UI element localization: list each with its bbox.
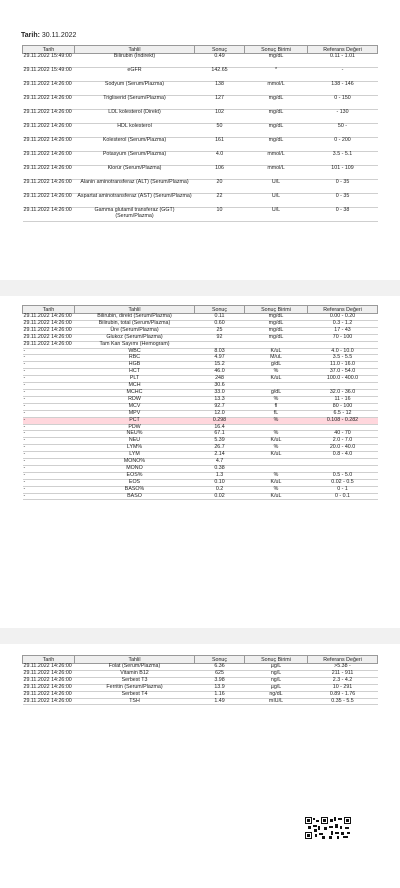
cell-unit: fl	[245, 403, 308, 410]
cell-date: 29.11.2022 14:26:00	[23, 670, 75, 677]
table-row	[23, 138, 378, 152]
cell-ref: 0.3 - 1.2	[308, 320, 378, 327]
cell-ref: 32.0 - 36.0	[308, 389, 378, 396]
col-unit: Sonuç Birimi	[245, 306, 308, 314]
table-row	[23, 403, 378, 410]
table-row	[23, 124, 378, 138]
table-row	[23, 452, 378, 459]
cell-result: 3.98	[195, 677, 245, 684]
cell-result: 0.60	[195, 320, 245, 327]
cell-test: Serbest T4	[75, 691, 195, 698]
cell-test: Kolesterol (Serum/Plazma)	[75, 138, 195, 152]
cell-result: 106	[195, 166, 245, 180]
cell-date: -	[23, 459, 75, 466]
cell-result: 16.4	[195, 424, 245, 431]
cell-result: 92.7	[195, 403, 245, 410]
cell-unit: mg/dL	[245, 334, 308, 341]
col-ref: Referans Değeri	[308, 46, 378, 54]
report-date-label: Tarih:	[21, 32, 40, 39]
table-header	[23, 306, 378, 314]
table-row	[23, 54, 378, 68]
cell-ref	[308, 341, 378, 348]
cell-ref: 70 - 100	[308, 334, 378, 341]
cell-test: RBC	[75, 355, 195, 362]
cell-unit: ng/L	[245, 670, 308, 677]
cell-unit: fL	[245, 410, 308, 417]
cell-ref: 6.5 - 12	[308, 410, 378, 417]
cell-ref: -	[308, 68, 378, 82]
table-row	[23, 341, 378, 348]
cell-test: Vitamin B12	[75, 670, 195, 677]
cell-unit: *	[245, 68, 308, 82]
cell-unit: mg/dL	[245, 54, 308, 68]
col-ref: Referans Değeri	[308, 306, 378, 314]
cell-unit: ng/L	[245, 677, 308, 684]
table-row	[23, 152, 378, 166]
table-row	[23, 691, 378, 698]
cell-date: -	[23, 355, 75, 362]
cell-result: 0.49	[195, 54, 245, 68]
cell-ref: 0 - 35	[308, 180, 378, 194]
cell-date: 29.11.2022 14:26:00	[23, 110, 75, 124]
cell-date: 29.11.2022 14:26:00	[23, 341, 75, 348]
table-row	[23, 389, 378, 396]
cell-unit: %	[245, 445, 308, 452]
cell-date: -	[23, 376, 75, 383]
col-test: Tahlil	[75, 306, 195, 314]
table-row	[23, 369, 378, 376]
cell-date: -	[23, 369, 75, 376]
cell-date: -	[23, 452, 75, 459]
cell-test: Bilirubin, total (Serum/Plazma)	[75, 320, 195, 327]
cell-test: LYM%	[75, 445, 195, 452]
cell-ref: 37.0 - 54.0	[308, 369, 378, 376]
cell-ref: 0.5 - 5.0	[308, 472, 378, 479]
cell-unit: U/L	[245, 180, 308, 194]
cell-unit: K/uL	[245, 452, 308, 459]
cell-result: 6.36	[195, 664, 245, 671]
cell-unit: K/uL	[245, 493, 308, 500]
table-header	[23, 46, 378, 54]
cell-date: -	[23, 417, 75, 424]
cell-ref: 0.108 - 0.282	[308, 417, 378, 424]
col-ref: Referans Değeri	[308, 656, 378, 664]
cell-result: 13.3	[195, 396, 245, 403]
cell-ref: 101 - 109	[308, 166, 378, 180]
cell-result: 161	[195, 138, 245, 152]
cell-test: Tam Kan Sayımı (Hemogram)	[75, 341, 195, 348]
cell-unit: mmol/L	[245, 82, 308, 96]
cell-result: 0.11	[195, 314, 245, 321]
table-row	[23, 320, 378, 327]
cell-date: 29.11.2022 14:26:00	[23, 320, 75, 327]
cell-result: 30.6	[195, 383, 245, 390]
cell-test: Folat (Serum/Plazma)	[75, 664, 195, 671]
cell-unit: K/uL	[245, 376, 308, 383]
cell-date: -	[23, 383, 75, 390]
table-row	[23, 362, 378, 369]
cell-test: WBC	[75, 348, 195, 355]
cell-unit: mg/dL	[245, 124, 308, 138]
cell-date: 29.11.2022 14:26:00	[23, 166, 75, 180]
cell-date: 29.11.2022 15:49:00	[23, 54, 75, 68]
cell-unit: %	[245, 486, 308, 493]
cell-result: 4.0	[195, 152, 245, 166]
cell-date: 29.11.2022 14:26:00	[23, 96, 75, 110]
cell-test: Sodyum (Serum/Plazma)	[75, 82, 195, 96]
cell-test: TSH	[75, 698, 195, 705]
table-row	[23, 417, 378, 424]
cell-date: -	[23, 362, 75, 369]
cell-ref: 100.0 - 400.0	[308, 376, 378, 383]
cell-result: 8.03	[195, 348, 245, 355]
cell-date: -	[23, 465, 75, 472]
cell-ref: 4.0 - 10.0	[308, 348, 378, 355]
table-row	[23, 445, 378, 452]
table-row	[23, 465, 378, 472]
cell-date: -	[23, 445, 75, 452]
cell-result: 46.0	[195, 369, 245, 376]
cell-result: 10	[195, 208, 245, 222]
cell-ref: 11 - 16	[308, 396, 378, 403]
cell-unit: U/L	[245, 208, 308, 222]
cell-date: -	[23, 348, 75, 355]
cell-result: 1.16	[195, 691, 245, 698]
table-row	[23, 670, 378, 677]
cell-unit: U/L	[245, 194, 308, 208]
col-date: Tarih	[23, 46, 75, 54]
cell-result	[195, 341, 245, 348]
table-row	[23, 431, 378, 438]
page-gap-2	[0, 628, 400, 644]
cell-result: 142.65	[195, 68, 245, 82]
table-row	[23, 355, 378, 362]
cell-result: 26.7	[195, 445, 245, 452]
cell-date: -	[23, 424, 75, 431]
cell-date: 29.11.2022 14:26:00	[23, 664, 75, 671]
table-row	[23, 493, 378, 500]
cell-test: Gamma glutamil transferaz (GGT) (Serum/Plazma)	[75, 208, 195, 222]
table-row	[23, 684, 378, 691]
cell-result: 0.10	[195, 479, 245, 486]
cell-unit: mmol/L	[245, 152, 308, 166]
cell-test: MONO%	[75, 459, 195, 466]
cell-test: eGFR	[75, 68, 195, 82]
results-table-2	[22, 305, 378, 500]
cell-test: MCV	[75, 403, 195, 410]
col-date: Tarih	[23, 306, 75, 314]
cell-result: 4.97	[195, 355, 245, 362]
cell-test: Klorür (Serum/Plazma)	[75, 166, 195, 180]
cell-test: Bilirubin (İndirekt)	[75, 54, 195, 68]
table-row	[23, 376, 378, 383]
cell-result: 0.298	[195, 417, 245, 424]
cell-date: -	[23, 472, 75, 479]
cell-unit: %	[245, 396, 308, 403]
cell-ref: 0 - 0.1	[308, 493, 378, 500]
cell-result: 1.49	[195, 698, 245, 705]
cell-result: 13.9	[195, 684, 245, 691]
cell-ref: 0.02 - 0.5	[308, 479, 378, 486]
cell-test: Üre (Serum/Plazma)	[75, 327, 195, 334]
table-row	[23, 194, 378, 208]
cell-date: -	[23, 486, 75, 493]
table-row	[23, 410, 378, 417]
cell-date: -	[23, 479, 75, 486]
cell-ref: 10 - 291	[308, 684, 378, 691]
cell-date: 29.11.2022 14:26:00	[23, 152, 75, 166]
table-row	[23, 664, 378, 671]
cell-unit: mg/dL	[245, 96, 308, 110]
cell-ref: 2.0 - 7.0	[308, 438, 378, 445]
cell-date: -	[23, 389, 75, 396]
cell-unit: %	[245, 417, 308, 424]
cell-unit: mg/dL	[245, 110, 308, 124]
cell-unit	[245, 341, 308, 348]
cell-result: 0.38	[195, 465, 245, 472]
table-row	[23, 68, 378, 82]
cell-date: 29.11.2022 14:26:00	[23, 124, 75, 138]
cell-date: -	[23, 396, 75, 403]
cell-ref: 0.35 - 5.5	[308, 698, 378, 705]
cell-result: 102	[195, 110, 245, 124]
cell-test: Serbest T3	[75, 677, 195, 684]
report-date-value: 30.11.2022	[41, 32, 77, 39]
cell-date: 29.11.2022 14:26:00	[23, 138, 75, 152]
table-row	[23, 82, 378, 96]
col-test: Tahlil	[75, 46, 195, 54]
cell-test: PLT	[75, 376, 195, 383]
cell-test: Potasyum (Serum/Plazma)	[75, 152, 195, 166]
cell-ref: 0 - 200	[308, 138, 378, 152]
cell-date: 29.11.2022 14:26:00	[23, 684, 75, 691]
col-result: Sonuç	[195, 306, 245, 314]
cell-ref: 138 - 146	[308, 82, 378, 96]
cell-ref: 0 - 38	[308, 208, 378, 222]
cell-ref: 40 - 70	[308, 431, 378, 438]
table-row	[23, 314, 378, 321]
cell-unit: K/uL	[245, 348, 308, 355]
cell-unit: mIU/L	[245, 698, 308, 705]
cell-result: 0.2	[195, 486, 245, 493]
cell-ref: 2.3 - 4.2	[308, 677, 378, 684]
cell-result: 248	[195, 376, 245, 383]
cell-date: 29.11.2022 14:26:00	[23, 698, 75, 705]
cell-result: 25	[195, 327, 245, 334]
cell-unit: K/uL	[245, 479, 308, 486]
cell-test: MCHC	[75, 389, 195, 396]
cell-unit: µg/L	[245, 664, 308, 671]
cell-unit: g/dL	[245, 362, 308, 369]
cell-unit: %	[245, 369, 308, 376]
cell-test: MCH	[75, 383, 195, 390]
cell-test: Aspartat aminotransferaz (AST) (Serum/Plazma)	[75, 194, 195, 208]
cell-test: PDW	[75, 424, 195, 431]
cell-date: -	[23, 438, 75, 445]
table-row	[23, 396, 378, 403]
cell-test: Trigliserid (Serum/Plazma)	[75, 96, 195, 110]
cell-ref: 20.0 - 40.0	[308, 445, 378, 452]
cell-ref: >5.38 -	[308, 664, 378, 671]
cell-test: BASO	[75, 493, 195, 500]
table-row	[23, 348, 378, 355]
cell-unit: mg/dL	[245, 327, 308, 334]
cell-test: Bilirubin, direkt (Serum/Plazma)	[75, 314, 195, 321]
cell-ref: 17 - 43	[308, 327, 378, 334]
cell-date: 29.11.2022 14:26:00	[23, 208, 75, 222]
cell-unit: %	[245, 431, 308, 438]
results-table-1	[22, 45, 378, 222]
cell-unit: mg/dL	[245, 138, 308, 152]
cell-test: MPV	[75, 410, 195, 417]
cell-ref: 0 - 150	[308, 96, 378, 110]
cell-date: 29.11.2022 14:26:00	[23, 677, 75, 684]
cell-unit: ng/dL	[245, 691, 308, 698]
table-row	[23, 180, 378, 194]
col-date: Tarih	[23, 656, 75, 664]
table-row	[23, 479, 378, 486]
cell-result: 15.2	[195, 362, 245, 369]
cell-ref: 0.11 - 1.01	[308, 54, 378, 68]
cell-result: 138	[195, 82, 245, 96]
table-row	[23, 677, 378, 684]
cell-result: 33.0	[195, 389, 245, 396]
cell-date: -	[23, 493, 75, 500]
cell-result: 67.1	[195, 431, 245, 438]
cell-unit	[245, 459, 308, 466]
col-result: Sonuç	[195, 46, 245, 54]
report-date	[21, 32, 76, 39]
cell-ref: 211 - 911	[308, 670, 378, 677]
table-row	[23, 327, 378, 334]
cell-unit: µg/L	[245, 684, 308, 691]
cell-result: 4.7	[195, 459, 245, 466]
cell-test: NEU	[75, 438, 195, 445]
table-row	[23, 96, 378, 110]
cell-test: MONO	[75, 465, 195, 472]
cell-ref: 50 -	[308, 124, 378, 138]
table-header	[23, 656, 378, 664]
table-row	[23, 698, 378, 705]
cell-result: 1.3	[195, 472, 245, 479]
cell-date: -	[23, 403, 75, 410]
cell-result: 5.39	[195, 438, 245, 445]
col-unit: Sonuç Birimi	[245, 656, 308, 664]
cell-ref: 0.89 - 1.76	[308, 691, 378, 698]
cell-test: RDW	[75, 396, 195, 403]
cell-date: -	[23, 410, 75, 417]
cell-unit: g/dL	[245, 389, 308, 396]
table-row	[23, 110, 378, 124]
cell-test: Glukoz (Serum/Plazma)	[75, 334, 195, 341]
cell-test: Ferritin (Serum/Plazma)	[75, 684, 195, 691]
cell-ref: 11.0 - 16.0	[308, 362, 378, 369]
cell-test: HGB	[75, 362, 195, 369]
cell-date: 29.11.2022 15:49:00	[23, 68, 75, 82]
results-table-3	[22, 655, 378, 705]
cell-result: 50	[195, 124, 245, 138]
cell-date: 29.11.2022 14:26:00	[23, 691, 75, 698]
cell-test: NEU%	[75, 431, 195, 438]
page-gap-1	[0, 280, 400, 296]
cell-test: PCT	[75, 417, 195, 424]
cell-date: 29.11.2022 14:26:00	[23, 327, 75, 334]
cell-ref: 3.5 - 5.1	[308, 152, 378, 166]
cell-date: 29.11.2022 14:26:00	[23, 194, 75, 208]
table-row	[23, 208, 378, 222]
table-row	[23, 459, 378, 466]
cell-result: 2.14	[195, 452, 245, 459]
col-unit: Sonuç Birimi	[245, 46, 308, 54]
cell-date: 29.11.2022 14:26:00	[23, 334, 75, 341]
cell-date: 29.11.2022 14:26:00	[23, 180, 75, 194]
cell-result: 0.02	[195, 493, 245, 500]
cell-result: 20	[195, 180, 245, 194]
cell-unit: mg/dL	[245, 320, 308, 327]
cell-test: Alanin aminotransferaz (ALT) (Serum/Plazma)	[75, 180, 195, 194]
cell-ref: - 130	[308, 110, 378, 124]
table-row	[23, 166, 378, 180]
table-row	[23, 486, 378, 493]
cell-test: HCT	[75, 369, 195, 376]
cell-test: LDL kolesterol (Direkt)	[75, 110, 195, 124]
cell-ref	[308, 459, 378, 466]
table-row	[23, 424, 378, 431]
cell-result: 625	[195, 670, 245, 677]
table-row	[23, 334, 378, 341]
col-test: Tahlil	[75, 656, 195, 664]
col-result: Sonuç	[195, 656, 245, 664]
cell-unit: %	[245, 472, 308, 479]
cell-ref: 3.5 - 5.5	[308, 355, 378, 362]
cell-result: 92	[195, 334, 245, 341]
cell-ref: 0.00 - 0.20	[308, 314, 378, 321]
cell-test: EOS%	[75, 472, 195, 479]
qr-code-image	[305, 817, 351, 839]
cell-ref: 0 - 1	[308, 486, 378, 493]
cell-test: HDL kolesterol	[75, 124, 195, 138]
cell-ref: 80 - 100	[308, 403, 378, 410]
cell-unit: K/uL	[245, 438, 308, 445]
cell-unit: M/uL	[245, 355, 308, 362]
cell-result: 12.0	[195, 410, 245, 417]
cell-test: LYM	[75, 452, 195, 459]
cell-ref: 0.8 - 4.0	[308, 452, 378, 459]
cell-result: 127	[195, 96, 245, 110]
cell-date: 29.11.2022 14:26:00	[23, 314, 75, 321]
cell-result: 22	[195, 194, 245, 208]
cell-date: -	[23, 431, 75, 438]
cell-ref: 0 - 35	[308, 194, 378, 208]
cell-unit: mg/dL	[245, 314, 308, 321]
table-row	[23, 472, 378, 479]
cell-unit: mmol/L	[245, 166, 308, 180]
cell-test: BASO%	[75, 486, 195, 493]
table-row	[23, 438, 378, 445]
cell-test: EOS	[75, 479, 195, 486]
cell-date: 29.11.2022 14:26:00	[23, 82, 75, 96]
table-row	[23, 383, 378, 390]
